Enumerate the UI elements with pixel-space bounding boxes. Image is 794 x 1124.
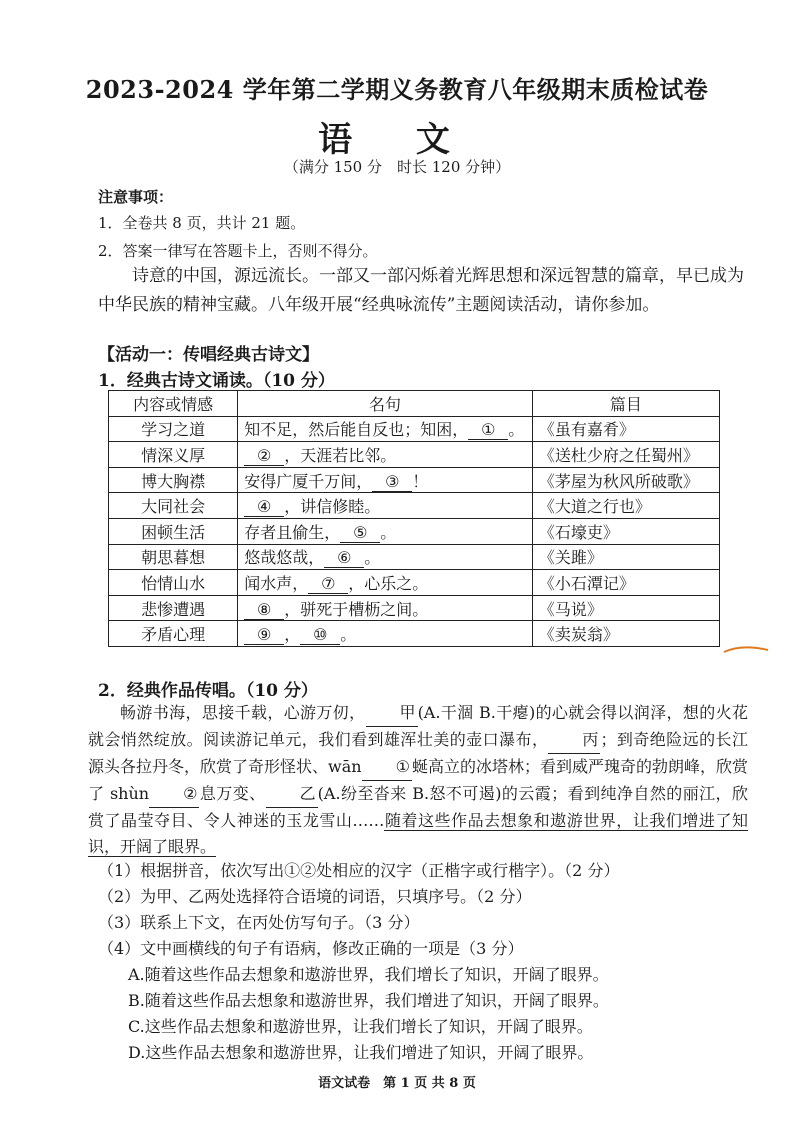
- verse-text: 悠哉悠哉，: [244, 548, 325, 568]
- sub-question: （3）联系上下文，在丙处仿写句子。（3 分）: [98, 913, 420, 932]
- answer-option: C.这些作品去想象和遨游世界，让我们增长了知识，开阔了眼界。: [128, 1017, 593, 1036]
- source-cell: 《卖炭翁》: [532, 621, 719, 647]
- verse-text: 。: [340, 625, 357, 645]
- answer-option: B.随着这些作品去想象和遨游世界，我们增进了知识，开阔了眼界。: [128, 991, 609, 1010]
- verse-cell: [238, 493, 533, 519]
- verse-blank: ⑨: [244, 625, 284, 645]
- answer-option: D.这些作品去想象和遨游世界，让我们增进了知识，开阔了眼界。: [128, 1043, 594, 1062]
- source-cell: 《小石潭记》: [532, 570, 719, 596]
- table-header-row: [109, 391, 720, 417]
- source-cell: 《关雎》: [532, 544, 719, 570]
- sub-question: （1）根据拼音，依次写出①②处相应的汉字（正楷字或行楷字）。（2 分）: [98, 861, 620, 880]
- verse-text: 存者且偷生，: [244, 522, 341, 542]
- subject-title: 语 文: [318, 120, 476, 160]
- passage-text: 畅游书海，思接千载，心游万仞，: [120, 703, 366, 722]
- sub-question: （2）为甲、乙两处选择符合语境的词语，只填序号。（2 分）: [98, 887, 532, 906]
- passage-text: ；到奇绝险远的长江源头各拉丹冬，欣赏了奇形怪状、wān: [88, 730, 748, 776]
- column-header: 内容或情感: [109, 391, 238, 417]
- verse-cell: [238, 416, 533, 442]
- verse-blank: ⑩: [300, 625, 340, 645]
- source-cell: 《虽有嘉肴》: [532, 416, 719, 442]
- topic-cell: 情深义厚: [109, 442, 238, 468]
- verse-blank: ⑦: [308, 574, 348, 594]
- passage-text: (A.纷至沓来 B.怒不可遏)的云霞；看到纯净自然的丽江，欣赏了晶莹夺目、令人神迷的玉龙雪山……: [88, 784, 748, 830]
- score-info: （满分 150 分 时长 120 分钟）: [283, 158, 511, 176]
- table-row: [109, 416, 720, 442]
- verse-blank: ⑧: [244, 600, 284, 620]
- topic-cell: 困顿生活: [109, 518, 238, 544]
- blank-1: ①: [362, 754, 412, 781]
- source-cell: 《送杜少府之任蜀州》: [532, 442, 719, 468]
- pen-stroke-mark: [722, 640, 772, 658]
- intro-paragraph: 诗意的中国，源远流长。一部又一部闪烁着光辉思想和深远智慧的篇章，早已成为中华民族的精神宝藏。八年级开展“经典咏流传”主题阅读活动，请你参加。: [98, 266, 744, 315]
- notice-item: 2．答案一律写在答题卡上，否则不得分。: [98, 242, 378, 260]
- table-row: [109, 467, 720, 493]
- column-header: 名句: [238, 391, 533, 417]
- verse-cell: [238, 518, 533, 544]
- verse-blank: ④: [244, 497, 284, 517]
- verse-cell: [238, 570, 533, 596]
- verse-blank: ⑤: [340, 523, 380, 543]
- topic-cell: 朝思暮想: [109, 544, 238, 570]
- table-row: [109, 595, 720, 621]
- poetry-table: [108, 390, 720, 647]
- passage-text: 息万变、: [199, 784, 266, 803]
- topic-cell: 悲惨遭遇: [109, 595, 238, 621]
- topic-cell: 博大胸襟: [109, 467, 238, 493]
- activity-heading: 【活动一：传唱经典古诗文】: [98, 345, 319, 365]
- source-cell: 《大道之行也》: [532, 493, 719, 519]
- blank-jia: 甲: [366, 700, 418, 727]
- verse-cell: [238, 467, 533, 493]
- verse-cell: [238, 595, 533, 621]
- reading-passage: [88, 700, 748, 860]
- verse-text: 安得广厦千万间，: [244, 471, 373, 491]
- table-row: [109, 621, 720, 647]
- verse-blank: ③: [372, 472, 412, 492]
- notice-item: 1．全卷共 8 页，共计 21 题。: [98, 214, 306, 232]
- exam-title: 2023-2024 学年第二学期义务教育八年级期末质检试卷: [85, 75, 709, 104]
- verse-text: ，骈死于槽枥之间。: [284, 599, 429, 619]
- table-row: [109, 544, 720, 570]
- topic-cell: 怡情山水: [109, 570, 238, 596]
- blank-2: ②: [149, 781, 199, 808]
- notice-heading: 注意事项：: [98, 188, 174, 206]
- question-1-heading: 1．经典古诗文诵读。（10 分）: [98, 371, 335, 391]
- passage-text: (A.干涸 B.干瘪)的心就会得以润泽，想的火花就会悄然绽放。阅读游记单元，我们看到雄浑壮美的壶口瀑布，: [88, 703, 748, 749]
- verse-text: 。: [508, 420, 525, 440]
- verse-cell: [238, 544, 533, 570]
- passage-text: 蜒高立的冰塔林；看到威严瑰奇的勃朗峰，欣赏了 shùn: [88, 757, 748, 803]
- question-2-heading: 2．经典作品传唱。（10 分）: [98, 681, 318, 701]
- verse-text: 。: [380, 522, 397, 542]
- verse-text: ，心乐之。: [348, 573, 429, 593]
- table-row: [109, 518, 720, 544]
- verse-cell: [238, 442, 533, 468]
- verse-text: 闻水声，: [244, 573, 309, 593]
- verse-text: ，讲信修睦。: [284, 497, 381, 517]
- blank-yi: 乙: [266, 781, 318, 808]
- verse-text: 知不足，然后能自反也；知困，: [244, 420, 469, 440]
- source-cell: 《石壕吏》: [532, 518, 719, 544]
- verse-text: ！: [412, 471, 429, 491]
- verse-text: ，: [284, 625, 301, 645]
- verse-text: ，天涯若比邻。: [284, 445, 397, 465]
- verse-blank: ⑥: [324, 548, 364, 568]
- page-footer: 语文试卷 第 1 页 共 8 页: [318, 1076, 476, 1091]
- source-cell: 《茅屋为秋风所破歌》: [532, 467, 719, 493]
- answer-option: A.随着这些作品去想象和遨游世界，我们增长了知识，开阔了眼界。: [128, 965, 609, 984]
- table-row: [109, 570, 720, 596]
- source-cell: 《马说》: [532, 595, 719, 621]
- underlined-sentence: 随着这些作品去想象和遨游世界，让我们增进了知识，开阔了眼界。: [88, 811, 748, 856]
- sub-question: （4）文中画横线的句子有语病，修改正确的一项是（3 分）: [98, 939, 524, 958]
- table-row: [109, 442, 720, 468]
- verse-cell: [238, 621, 533, 647]
- topic-cell: 矛盾心理: [109, 621, 238, 647]
- verse-text: 。: [364, 548, 381, 568]
- column-header: 篇目: [532, 391, 719, 417]
- topic-cell: 大同社会: [109, 493, 238, 519]
- blank-bing: 丙: [548, 727, 600, 754]
- table-row: [109, 493, 720, 519]
- topic-cell: 学习之道: [109, 416, 238, 442]
- verse-blank: ①: [468, 420, 508, 440]
- verse-blank: ②: [244, 446, 284, 466]
